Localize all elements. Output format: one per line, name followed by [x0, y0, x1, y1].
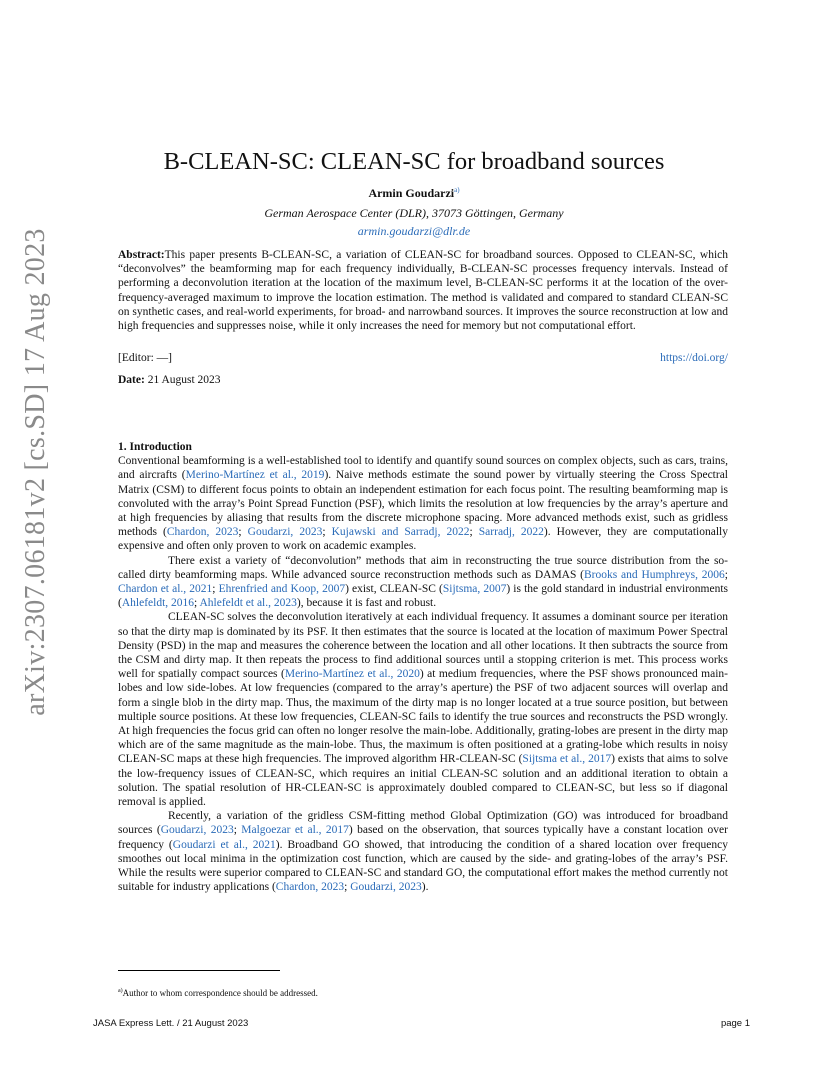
arxiv-id-text: arXiv:2307.06181v2 [cs.SD] 17 Aug 2023 — [20, 228, 51, 716]
text-run: ). — [421, 881, 429, 894]
text-run: Recently, a variation of the gridless CSM-fitting method Global Optimization (GO) was introduced for broadband sources ( — [118, 810, 728, 837]
page-number: page 1 — [720, 1018, 750, 1029]
paper-title: B-CLEAN-SC: CLEAN-SC for broadband sources — [163, 148, 665, 175]
text-run: ) based on the observation, that sources typically have a constant location over frequency ( — [118, 824, 728, 851]
citation-link[interactable]: Goudarzi, 2023 — [160, 824, 234, 837]
text-run: ). However, they are computationally expensive and often only proven to work on academic examples. — [118, 526, 728, 553]
citation-link[interactable]: Sijtsma et al., 2017 — [522, 753, 612, 766]
footnote-text: Author to whom correspondence should be addressed. — [122, 988, 318, 998]
abstract-label: Abstract: — [118, 249, 165, 261]
date-label: Date: — [118, 374, 145, 386]
paragraph-2: There exist a variety of “deconvolution” methods that aim in reconstructing the true source distribution from the so-called dirty beamforming maps. While advanced source reconstruction methods such as DAMAS (Brooks and Humphreys, 2006; Chardon et al., 2021; Ehrenfried and Koop, 2007) exist, CLEAN-SC (Sijtsma, 2007) is the gold standard in industrial environments (Ahlefeldt, 2016; Ahlefeldt et al., 2023), because it is fast and robust. — [118, 554, 729, 610]
citation-link[interactable]: Chardon et al., 2021 — [118, 583, 213, 596]
citation-link[interactable]: Brooks and Humphreys, 2006 — [584, 568, 725, 581]
citation-link[interactable]: Goudarzi, 2023 — [350, 881, 422, 894]
paragraph-3 — [118, 610, 728, 809]
citation-link[interactable]: Malgoezar et al., 2017 — [241, 824, 349, 837]
abstract-text: This paper presents B-CLEAN-SC, a variation of CLEAN-SC for broadband sources. Opposed to CLEAN-SC, which “deconvolves” the beamforming map for each frequency individually, B-CLEAN-SC processes frequency intervals. Instead of performing a deconvolution iteration at the location of the maximum level, B-CLEAN-SC performs it at the location of the over-frequency-averaged maximum to improve the location estimation. The method is validated and compared to standard CLEAN-SC on synthetic cases, and real-world experiments, for broad- and narrowband sources. It improves the source reconstruction at low and high frequencies and suppresses noise, while it only increases the need for memory but not computational effort. — [118, 249, 728, 333]
citation-link[interactable]: Chardon, 2023 — [166, 526, 239, 539]
text-run: Conventional beamforming is a well-established tool to identify and quantify sound sources on complex objects, such as cars, trains, and aircrafts ( — [118, 455, 728, 482]
author-email-link[interactable]: armin.goudarzi@dlr.de — [357, 224, 471, 238]
date-line — [118, 374, 221, 386]
text-run: ). Broadband GO showed, that introducing the condition of a shared location over frequency smoothes out local minima in the optimization cost function, which are caused by the side- and grating-lobes of the array’s PSF. While the results were superior compared to CLEAN-SC and standard GO, the computational effort makes the method currently not suitable for industry applications ( — [118, 838, 728, 894]
text-run: ) is the gold standard in industrial environments ( — [118, 583, 729, 610]
citation-link[interactable]: Goudarzi, 2023 — [247, 526, 323, 539]
date-value: 21 August 2023 — [147, 374, 221, 386]
citation-link[interactable]: Ehrenfried and Koop, 2007 — [218, 583, 346, 596]
author-line — [0, 186, 828, 201]
text-run: ). Naive methods estimate the sound power by virtually steering the Cross Spectral Matrix (CSM) to different focus points to obtain an independent estimation for each focus point. The resulting beamforming map is convoluted with the array’s Point Spread Function (PSF), which limits the resolution at low frequencies by the array’s aperture and at high frequencies by aliasing that results from the discrete microphone spacing. More advanced methods exist, such as gridless methods ( — [118, 469, 729, 539]
citation-link[interactable]: Ahlefeldt, 2016 — [121, 597, 195, 610]
text-run: ), because it is fast and robust. — [296, 597, 437, 610]
citation-link[interactable]: Merino-Martínez et al., 2019 — [185, 469, 325, 482]
doi-link[interactable]: https://doi.org/ — [660, 352, 728, 364]
footnote-divider — [118, 970, 280, 971]
author-name: Armin Goudarzi — [368, 186, 455, 200]
citation-link[interactable]: Goudarzi et al., 2021 — [172, 838, 276, 851]
footnote-mark: a) — [118, 988, 123, 994]
text-run: ) exists that aims to solve the low-frequency issues of CLEAN-SC, which requires an initial CLEAN-SC solution and an additional iteration to obtain a solution. The spatial resolution of HR-CLEAN-SC is approximately doubled compared to CLEAN-SC, but less so if diagonal removal is applied. — [118, 753, 728, 809]
abstract — [118, 248, 728, 333]
citation-link[interactable]: Sarradj, 2022 — [478, 526, 544, 539]
citation-link[interactable]: Sijtsma, 2007 — [442, 583, 507, 596]
text-run: CLEAN-SC solves the deconvolution iteratively at each individual frequency. It assumes a dominant source per iteration so that the dirty map is dominated by its PSF. It then estimates that the source is located at the location of maximum Power Spectral Density (PSD) in the map and measures the coherence between the location and all other locations. It then subtracts the source from the CSM and dirty map. It then repeats the process to find additional sources until a stopping criterion is met. This process works well for spatially compact sources ( — [118, 611, 728, 681]
citation-link[interactable]: Chardon, 2023 — [275, 881, 345, 894]
citation-link[interactable]: Merino-Martínez et al., 2020 — [284, 668, 420, 681]
paragraph-1: Conventional beamforming is a well-established tool to identify and quantify sound sources on complex objects, such as cars, trains, and aircrafts (Merino-Martínez et al., 2019). Naive methods estimate the sound power by virtually steering the Cross Spectral Matrix (CSM) to different focus points to obtain an independent estimation for each focus point. The resulting beamforming map is convoluted with the array’s Point Spread Function (PSF), which limits the resolution at low frequencies by the array’s aperture and at high frequencies by aliasing that results from the discrete microphone spacing. More advanced methods exist, such as gridless methods (Chardon, 2023; Goudarzi, 2023; Kujawski and Sarradj, 2022; Sarradj, 2022). However, they are computationally expensive and often only proven to work on academic examples. — [118, 455, 729, 553]
paper-body — [118, 440, 728, 895]
text-run: ) at medium frequencies, where the PSF shows pronounced main-lobes and low side-lobes. At low frequencies (compared to the array’s aperture) the PSF of two adjacent sources will overlap and form a single blob in the dirty map. Thus, the maximum of the dirty map is no longer located at a true source position, but between multiple source positions. At these low frequencies, CLEAN-SC fails to identify the true sources and reconstructs the PSD wrongly. At high frequencies the focus grid can often no longer resolve the main-lobe. Additionally, grating-lobes are present in the dirty map which are of the same magnitude as the main-lobe. Thus, the maximum is often positioned at a grating-lobe which results in noisy CLEAN-SC maps at these high frequencies. The improved algorithm HR-CLEAN-SC ( — [118, 668, 729, 766]
affiliation: German Aerospace Center (DLR), 37073 Göttingen, Germany — [264, 206, 564, 220]
author-footnote-mark[interactable]: a) — [454, 186, 460, 194]
citation-link[interactable]: Kujawski and Sarradj, 2022 — [331, 526, 470, 539]
editor-note: [Editor: —] — [118, 352, 172, 364]
text-run: There exist a variety of “deconvolution” methods that aim in reconstructing the true source distribution from the so-called dirty beamforming maps. While advanced source reconstruction methods such as DAMAS ( — [118, 554, 728, 581]
footnote — [118, 988, 318, 998]
citation-link[interactable]: Ahlefeldt et al., 2023 — [199, 597, 297, 610]
arxiv-sidebar-identifier — [14, 228, 58, 716]
text-run: ) exist, CLEAN-SC ( — [345, 583, 443, 596]
section-heading: 1. Introduction — [118, 441, 192, 453]
journal-footer: JASA Express Lett. / 21 August 2023 — [93, 1018, 249, 1029]
paragraph-4: Recently, a variation of the gridless CSM-fitting method Global Optimization (GO) was introduced for broadband sources (Goudarzi, 2023; Malgoezar et al., 2017) based on the observation, that sources typically have a constant location over frequency (Goudarzi et al., 2021). Broadband GO showed, that introducing the condition of a shared location over frequency smoothes out local minima in the optimization cost function, which are caused by the side- and grating-lobes of the array’s PSF. While the results were superior compared to CLEAN-SC and standard GO, the computational effort makes the method currently not suitable for industry applications (Chardon, 2023; Goudarzi, 2023). — [118, 810, 728, 894]
